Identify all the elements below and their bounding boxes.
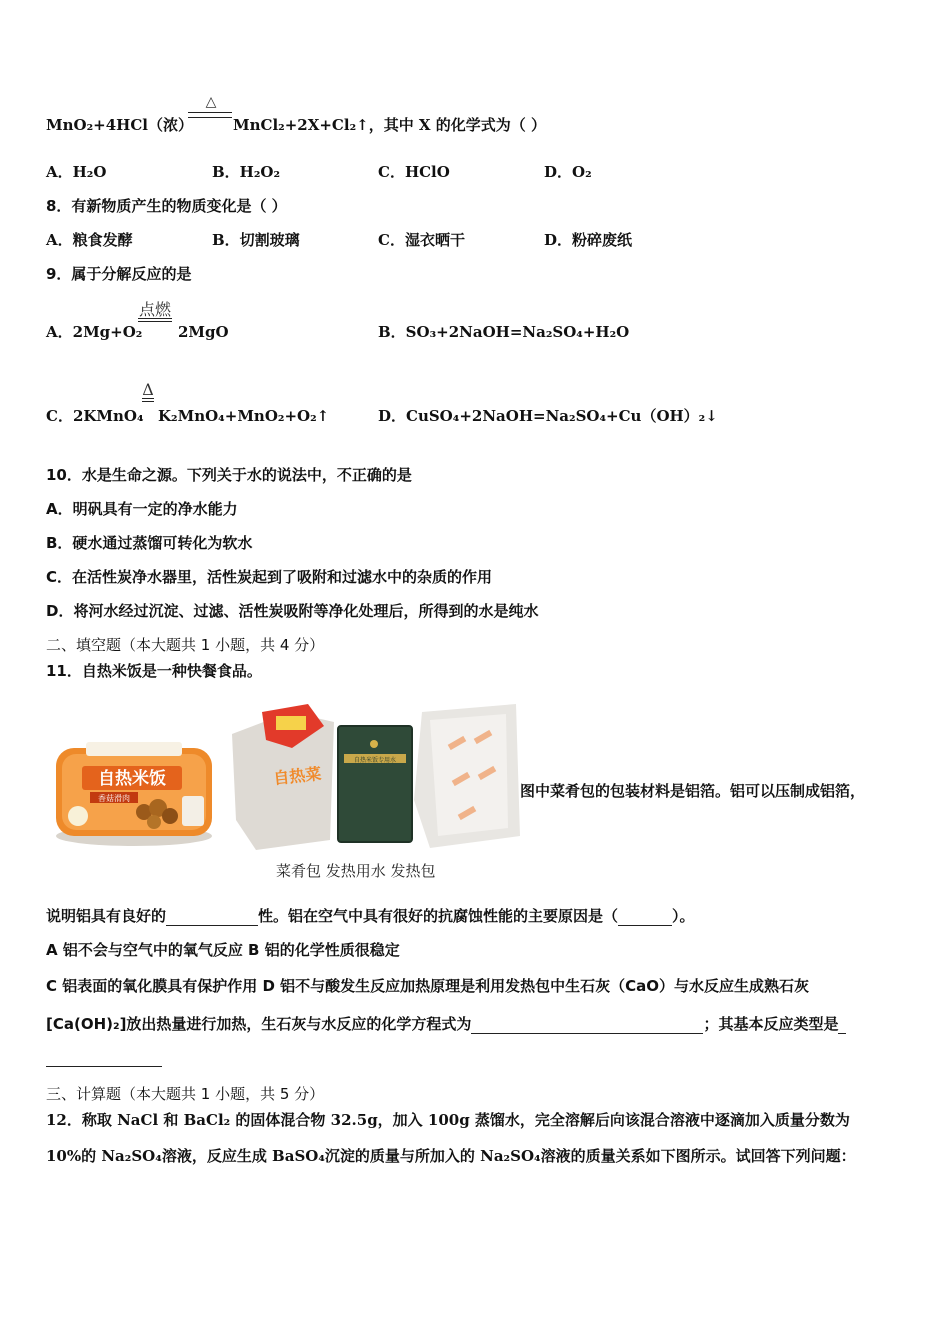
q8-stem: 8．有新物质产生的物质变化是（ ） (46, 197, 287, 215)
q9-ignite-condition: 点燃 (138, 300, 171, 319)
q7-heat-condition: △ (205, 94, 217, 110)
q11-line-1-part-c: ）。 (672, 907, 695, 925)
answer-blank-reaction-type[interactable] (46, 1066, 162, 1067)
self-heating-rice-box-image (52, 738, 216, 848)
svg-text:自热米饭 (98, 768, 166, 789)
q8-option-d: D．粉碎废纸 (544, 231, 633, 249)
packets-caption: 菜肴包 发热用水 发热包 (276, 862, 436, 880)
q9-c-equal-bar-top (142, 398, 154, 399)
q10-stem: 10．水是生命之源。下列关于水的说法中，不正确的是 (46, 466, 412, 484)
q9-heat-condition: Δ (142, 380, 154, 399)
q7-equation-right: MnCl₂+2X+Cl₂↑，其中 X 的化学式为（ ） (233, 116, 547, 134)
q11-stem: 11．自热米饭是一种快餐食品。 (46, 662, 262, 680)
q11-line-3-part-b: ；其基本反应类型是 (703, 1015, 839, 1033)
q7-option-b: B．H₂O₂ (212, 163, 281, 181)
svg-text:自热米饭专用水 (354, 756, 396, 764)
q10-option-d: D．将河水经过沉淀、过滤、活性炭吸附等净化处理后，所得到的水是纯水 (46, 602, 539, 620)
answer-blank-property[interactable] (166, 905, 258, 926)
q9-option-b: B．SO₃+2NaOH=Na₂SO₄+H₂O (378, 323, 630, 341)
q10-option-a: A．明矾具有一定的净水能力 (46, 500, 238, 518)
section-2-heading: 二、填空题（本大题共 1 小题，共 4 分） (46, 636, 325, 654)
q11-line-1-part-a: 说明铝具有良好的 (46, 907, 167, 925)
q11-options-ab: A 铝不会与空气中的氧气反应 B 铝的化学性质很稳定 (46, 941, 400, 959)
answer-blank-reaction-type-start[interactable] (838, 1013, 846, 1034)
meal-packets-image (226, 700, 522, 852)
q12-line-1: 12．称取 NaCl 和 BaCl₂ 的固体混合物 32.5g，加入 100g 蒸馏水，完全溶解后向该混合溶液中逐滴加入质量分数为 (46, 1111, 850, 1129)
q8-option-c: C．湿衣晒干 (378, 231, 465, 249)
water-pouch-label: 自热米饭专用水 (353, 757, 397, 764)
rice-box-sublabel: 香菇滑肉 (98, 794, 130, 803)
q8-option-b: B．切割玻璃 (212, 231, 300, 249)
svg-text:香菇滑肉 (98, 793, 130, 803)
section-3-heading: 三、计算题（本大题共 1 小题，共 5 分） (46, 1085, 325, 1103)
q7-equal-bar-top (188, 112, 232, 113)
q9-stem: 9．属于分解反应的是 (46, 265, 192, 283)
q11-line-1-part-b: 性。铝在空气中具有很好的抗腐蚀性能的主要原因是（ (258, 907, 619, 925)
q9-c-equal-bar-bottom (142, 401, 154, 402)
q10-option-c: C．在活性炭净水器里，活性炭起到了吸附和过滤水中的杂质的作用 (46, 568, 493, 586)
q9-option-c-right: K₂MnO₄+MnO₂+O₂↑ (158, 407, 330, 425)
q11-line-3-part-a: [Ca(OH)₂]放出热量进行加热，生石灰与水反应的化学方程式为 (46, 1015, 472, 1033)
q11-options-cd: C 铝表面的氧化膜具有保护作用 D 铝不与酸发生反应加热原理是利用发热包中生石灰（CaO）与水反应生成熟石灰 (46, 977, 810, 995)
rice-box-label: 自热米饭 (98, 769, 166, 789)
q8-option-a: A．粮食发酵 (46, 231, 133, 249)
answer-blank-reason[interactable] (618, 905, 672, 926)
q12-line-2: 10%的 Na₂SO₄溶液，反应生成 BaSO₄沉淀的质量与所加入的 Na₂SO₄溶液的质量关系如下图所示。试回答下列问题： (46, 1147, 856, 1165)
q9-option-a-left: A．2Mg+O₂ (46, 323, 143, 341)
q11-line-1 (46, 905, 695, 926)
q7-equation-left: MnO₂+4HCl（浓） (46, 116, 193, 134)
q7-option-a: A．H₂O (46, 163, 107, 181)
q10-option-b: B．硬水通过蒸馏可转化为软水 (46, 534, 253, 552)
q7-equal-bar-bottom (188, 117, 232, 118)
q9-option-a-right: 2MgO (178, 323, 229, 341)
q7-option-c: C．HClO (378, 163, 450, 181)
q9-equal-bar-top (138, 318, 172, 319)
answer-blank-equation[interactable] (471, 1013, 703, 1034)
q9-equal-bar-bottom (138, 321, 172, 322)
q9-option-c-left: C．2KMnO₄ (46, 407, 144, 425)
q7-option-d: D．O₂ (544, 163, 592, 181)
q11-side-text: 图中菜肴包的包装材料是铝箔。铝可以压制成铝箔， (520, 782, 866, 800)
dish-packet-label: 自热菜 (272, 764, 323, 788)
q9-option-d: D．CuSO₄+2NaOH=Na₂SO₄+Cu（OH）₂↓ (378, 407, 718, 425)
q11-line-3 (46, 1013, 846, 1034)
